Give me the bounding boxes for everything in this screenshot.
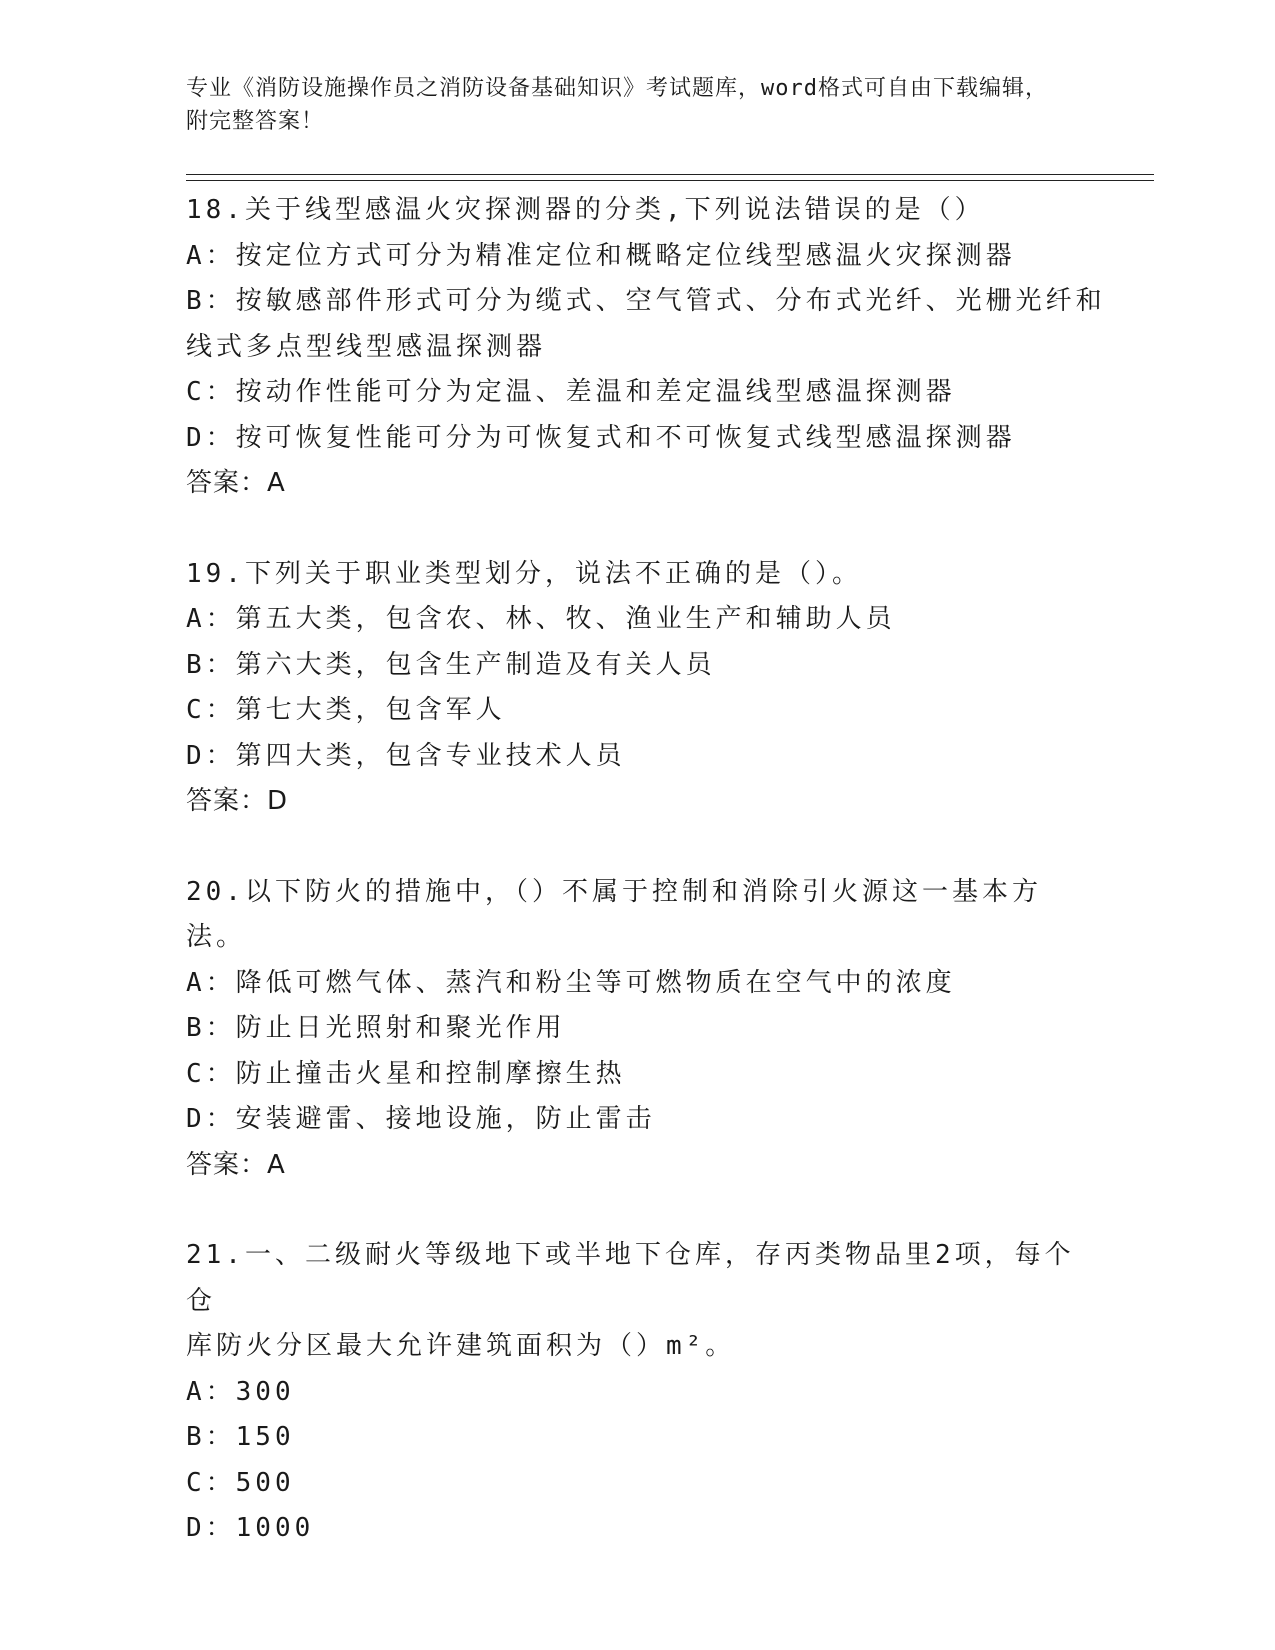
option-b: B：按敏感部件形式可分为缆式、空气管式、分布式光纤、光栅光纤和 — [186, 286, 1106, 316]
answer: 答案：A — [186, 468, 286, 498]
option-a: A：降低可燃气体、蒸汽和粉尘等可燃物质在空气中的浓度 — [186, 967, 956, 998]
option-a: A：按定位方式可分为精准定位和概略定位线型感温火灾探测器 — [186, 240, 1016, 271]
question-list — [186, 188, 1106, 1597]
answer: 答案：A — [186, 1149, 286, 1180]
question-19 — [186, 552, 1086, 825]
question-stem: 21.一、二级耐火等级地下或半地下仓库，存丙类物品里2项，每个仓 — [186, 1240, 1075, 1316]
question-stem: 18.关于线型感温火灾探测器的分类,下列说法错误的是（） — [186, 195, 985, 225]
option-d: D：第四大类，包含专业技术人员 — [186, 740, 626, 771]
option-c: C：第七大类，包含军人 — [186, 695, 506, 725]
option-b-continued: 线式多点型线型感温探测器 — [186, 331, 547, 362]
question-stem: 20.以下防火的措施中，（）不属于控制和消除引火源这一基本方法。 — [186, 876, 1042, 952]
option-a: A：300 — [186, 1376, 295, 1407]
option-d: D：安装避雷、接地设施，防止雷击 — [186, 1104, 656, 1134]
option-c: C：按动作性能可分为定温、差温和差定温线型感温探测器 — [186, 377, 956, 407]
question-20 — [186, 870, 1086, 1189]
question-18 — [186, 188, 1106, 507]
option-a: A：第五大类，包含农、林、牧、渔业生产和辅助人员 — [186, 604, 896, 634]
option-b: B：防止日光照射和聚光作用 — [186, 1013, 566, 1043]
option-b: B：150 — [186, 1422, 295, 1452]
option-d: D：1000 — [186, 1513, 315, 1543]
option-d: D：按可恢复性能可分为可恢复式和不可恢复式线型感温探测器 — [186, 422, 1016, 453]
option-c: C：防止撞击火星和控制摩擦生热 — [186, 1058, 626, 1089]
question-21 — [186, 1233, 1086, 1552]
option-b: B：第六大类，包含生产制造及有关人员 — [186, 649, 716, 680]
header-rule-bottom — [186, 180, 1154, 181]
document-header: 专业《消防设施操作员之消防设备基础知识》考试题库，word格式可自由下载编辑，附完整答案！ — [186, 76, 1048, 134]
question-stem: 19.下列关于职业类型划分，说法不正确的是（）。 — [186, 558, 862, 589]
option-c: C：500 — [186, 1467, 295, 1498]
question-stem-continued: 库防火分区最大允许建筑面积为（）m²。 — [186, 1331, 736, 1361]
header-rule-top — [186, 174, 1154, 175]
answer: 答案：D — [186, 786, 289, 816]
